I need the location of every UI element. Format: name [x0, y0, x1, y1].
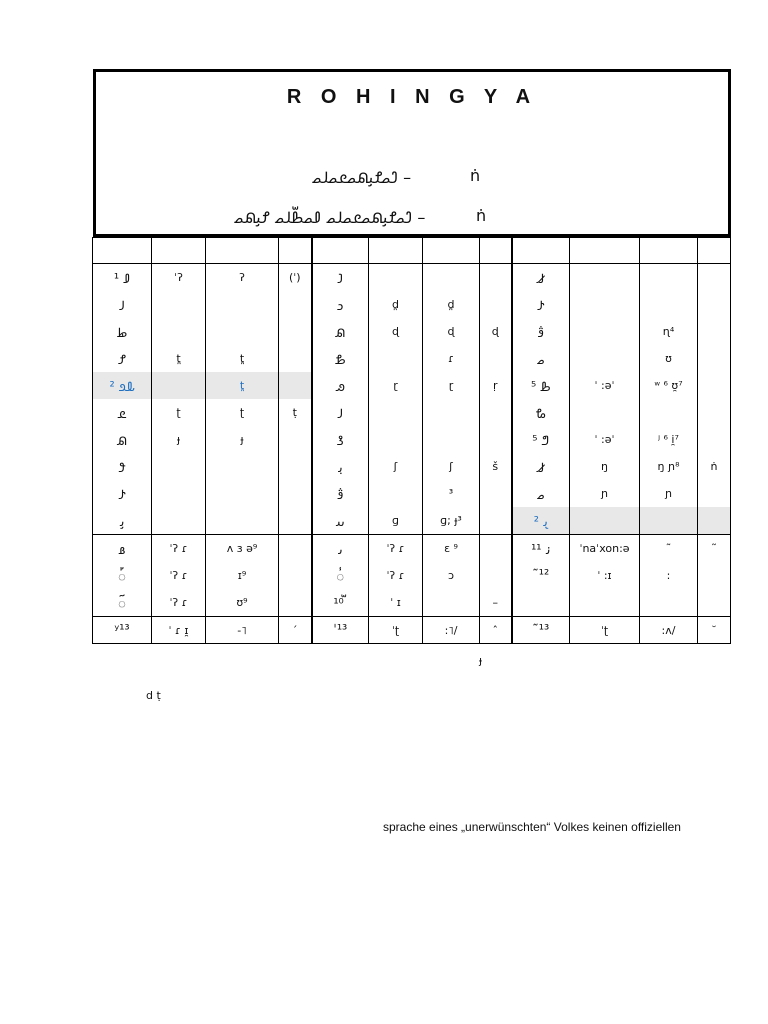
table-cell: ˈʔ ɾ: [152, 589, 206, 617]
table-cell: [698, 480, 731, 507]
table-cell: :ʌ/: [640, 617, 698, 644]
table-cell: ɪ⁹: [206, 562, 279, 589]
table-cell: t̪: [206, 372, 279, 399]
table-cell: ˘: [698, 617, 731, 644]
table-cell: [279, 589, 312, 617]
header-cell: [512, 238, 570, 264]
table-cell: ɽ: [369, 372, 423, 399]
table-cell: ɳ⁴: [640, 318, 698, 345]
table-cell: ʷ ⁶ ʊ̯⁷: [640, 372, 698, 399]
table-cell: ˈ¹³: [312, 617, 369, 644]
table-cell: [279, 507, 312, 535]
table-cell: (ˈ): [279, 264, 312, 292]
table-cell: ṭ: [279, 399, 312, 426]
table-row: [93, 480, 731, 507]
table-cell: ˜: [640, 535, 698, 563]
table-cell: d̪: [423, 291, 480, 318]
table-cell: ʈ: [206, 399, 279, 426]
table-cell: ˈʔ: [152, 264, 206, 292]
table-cell: d̪: [369, 291, 423, 318]
table-cell: ˈ :əˈ: [570, 426, 640, 453]
table-cell: [570, 291, 640, 318]
table-cell: [698, 562, 731, 589]
table-cell: [279, 480, 312, 507]
table-row: [93, 562, 731, 589]
table-cell: t̪: [152, 345, 206, 372]
table-row: [93, 345, 731, 372]
table-row: [93, 589, 731, 617]
table-row: [93, 264, 731, 292]
header-cell: [312, 238, 369, 264]
table-cell: [480, 507, 512, 535]
table-cell: [279, 426, 312, 453]
table-cell: [152, 291, 206, 318]
title-line-1-n-wrap: [470, 166, 480, 185]
table-row: [93, 426, 731, 453]
table-cell: [279, 372, 312, 399]
table-cell: [152, 318, 206, 345]
table-cell: ˈʔ ɾ: [152, 535, 206, 563]
table-cell: ˈʔ ɾ: [369, 535, 423, 563]
table-cell: [423, 399, 480, 426]
table-cell: 𐴘: [93, 453, 152, 480]
table-cell: ʃ: [369, 453, 423, 480]
table-cell: :: [640, 562, 698, 589]
table-cell: ² 𐴎𐴏: [93, 372, 152, 399]
header-cell: [93, 238, 152, 264]
table-cell: ɾ: [423, 345, 480, 372]
table-cell: [480, 562, 512, 589]
table-cell: [698, 264, 731, 292]
table-cell: [570, 345, 640, 372]
header-row: [93, 238, 731, 264]
phoneme-table: [92, 237, 731, 644]
table-cell: ˈ :əˈ: [570, 372, 640, 399]
header-cell: [570, 238, 640, 264]
note-under-table: ɟ: [479, 654, 483, 667]
table-cell: [640, 264, 698, 292]
table-cell: [152, 507, 206, 535]
table-cell: 𐴕: [312, 318, 369, 345]
table-row: [93, 372, 731, 399]
table-cell: 𐴛: [512, 291, 570, 318]
table-cell: 𐴢: [312, 535, 369, 563]
table-cell: :˥/: [423, 617, 480, 644]
table-cell: [480, 535, 512, 563]
table-cell: [480, 345, 512, 372]
table-cell: ʈ: [152, 399, 206, 426]
table-cell: ˆ: [480, 617, 512, 644]
table-cell: [512, 589, 570, 617]
title-line-2-script: 𐴃𐴝𐴌𐴞𐴕𐴝𐴒𐴝𐴓𐴝 𐴀𐴝𐴑𐴧𐴓𐴝 𐴌𐴞𐴕𐴝 –: [234, 208, 426, 227]
table-cell: [206, 291, 279, 318]
header-cell: [369, 238, 423, 264]
table-row: [93, 399, 731, 426]
title-line-1-script: 𐴃𐴝𐴌𐴞𐴕𐴝𐴒𐴝𐴓𐴝 –: [312, 168, 412, 187]
table-cell: [640, 589, 698, 617]
table-cell: ˈʈ: [570, 617, 640, 644]
table-row: [93, 617, 731, 644]
table-cell: ˜: [698, 535, 731, 563]
table-cell: ɖ: [369, 318, 423, 345]
table-cell: ɡ; ɟ³: [423, 507, 480, 535]
table-cell: [206, 480, 279, 507]
table-cell: [698, 426, 731, 453]
table-cell: [206, 453, 279, 480]
table-cell: ¹⁰ 𐴧: [312, 589, 369, 617]
table-cell: 𐴙: [312, 453, 369, 480]
table-cell: 𐴒: [93, 399, 152, 426]
table-cell: 𐴡: [93, 535, 152, 563]
note-left: d ṭ: [146, 689, 161, 702]
table-cell: [698, 372, 731, 399]
table-cell: -˥: [206, 617, 279, 644]
table-cell: [369, 426, 423, 453]
table-cell: ɡ: [369, 507, 423, 535]
table-cell: [152, 453, 206, 480]
table-cell: [570, 589, 640, 617]
table-cell: ˈnaˈxon:ə: [570, 535, 640, 563]
table-cell: ˜¹³: [512, 617, 570, 644]
table-cell: [279, 291, 312, 318]
table-cell: [698, 399, 731, 426]
table-cell: 𐴞: [93, 507, 152, 535]
table-cell: [570, 507, 640, 535]
table-cell: [279, 453, 312, 480]
table-cell: ⁵ 𐴗: [512, 426, 570, 453]
table-cell: [640, 507, 698, 535]
table-cell: [279, 345, 312, 372]
table-cell: [480, 426, 512, 453]
table-cell: š: [480, 453, 512, 480]
table-cell: ɽ: [423, 372, 480, 399]
table-row: [93, 507, 731, 535]
table-cell: 𐴟: [312, 507, 369, 535]
table-cell: [640, 291, 698, 318]
header-cell: [206, 238, 279, 264]
table-cell: ˈʔ ɾ: [152, 562, 206, 589]
table-cell: –: [480, 589, 512, 617]
title-line-2: [234, 206, 425, 228]
table-row: [93, 453, 731, 480]
table-cell: ¹ 𐴀: [93, 264, 152, 292]
table-cell: ˈʈ: [369, 617, 423, 644]
table-cell: ʃ: [423, 453, 480, 480]
title-line-1: [312, 166, 411, 188]
table-cell: ɖ: [480, 318, 512, 345]
table-cell: ˈʔ ɾ: [369, 562, 423, 589]
table-cell: ³: [423, 480, 480, 507]
table-cell: ɟ: [206, 426, 279, 453]
table-cell: 𐴛: [93, 480, 152, 507]
table-cell: 𐴝: [512, 345, 570, 372]
table-cell: ˊ: [279, 617, 312, 644]
table-cell: ˈ ɾ ɪ̯: [152, 617, 206, 644]
table-cell: ṛ: [480, 372, 512, 399]
table-cell: 𐴦: [93, 589, 152, 617]
header-cell: [279, 238, 312, 264]
table-cell: [698, 589, 731, 617]
table-cell: ɲ: [640, 480, 698, 507]
table-cell: ʌ ɜ ə⁹: [206, 535, 279, 563]
table-cell: 𐴜: [312, 480, 369, 507]
table-cell: ˜¹²: [512, 562, 570, 589]
title-box: [93, 69, 731, 237]
header-cell: [698, 238, 731, 264]
table-cell: 𐴋: [93, 318, 152, 345]
table-cell: 𐴕: [93, 426, 152, 453]
title-line-2-n: ṅ: [476, 206, 487, 225]
table-cell: [423, 264, 480, 292]
table-cell: ¹¹ 𐴣: [512, 535, 570, 563]
table-cell: ṅ: [698, 453, 731, 480]
table-cell: ɖ: [423, 318, 480, 345]
table-cell: ʸ¹³: [93, 617, 152, 644]
table-cell: ɔ: [423, 562, 480, 589]
title-line-2-n-wrap: [476, 206, 486, 225]
table-cell: ⁵ 𐴑: [512, 372, 570, 399]
table-cell: [369, 264, 423, 292]
table-cell: [480, 399, 512, 426]
table-cell: 𐴍: [312, 345, 369, 372]
table-cell: 𐴜: [512, 318, 570, 345]
table-cell: ɛ ⁹: [423, 535, 480, 563]
table-cell: ɲ: [570, 480, 640, 507]
header-cell: [423, 238, 480, 264]
table-cell: 𐴝: [512, 480, 570, 507]
table-row: [93, 291, 731, 318]
table-cell: [206, 507, 279, 535]
table-cell: [423, 426, 480, 453]
header-cell: [480, 238, 512, 264]
header-cell: [640, 238, 698, 264]
table-cell: [279, 318, 312, 345]
table-cell: [152, 480, 206, 507]
table-cell: 𐴖: [312, 426, 369, 453]
table-cell: [570, 264, 640, 292]
table-cell: ŋ: [570, 453, 640, 480]
table-cell: [698, 507, 731, 535]
table-cell: [480, 264, 512, 292]
table-cell: 𐴔: [512, 399, 570, 426]
table-cell: ʊ: [640, 345, 698, 372]
table-cell: [152, 372, 206, 399]
table-cell: ˈ :ɪ: [570, 562, 640, 589]
table-cell: 𐴊: [312, 291, 369, 318]
table-cell: [698, 318, 731, 345]
table-cell: [423, 589, 480, 617]
table-row: [93, 318, 731, 345]
table-cell: ʲ ⁶ i̯⁷: [640, 426, 698, 453]
table-cell: 𐴌: [93, 345, 152, 372]
table-cell: [570, 318, 640, 345]
table-cell: [570, 399, 640, 426]
page-title: R O H I N G Y A: [286, 86, 538, 108]
table-cell: t̪: [206, 345, 279, 372]
table-cell: [369, 345, 423, 372]
table-cell: ʔ: [206, 264, 279, 292]
table-cell: [369, 480, 423, 507]
table-cell: ˈ ɪ: [369, 589, 423, 617]
table-cell: [698, 345, 731, 372]
table-cell: [480, 480, 512, 507]
table-cell: [369, 399, 423, 426]
title-line-1-n: ṅ: [470, 166, 481, 185]
table-cell: [480, 291, 512, 318]
table-cell: [279, 535, 312, 563]
table-cell: ² 𐴠: [512, 507, 570, 535]
table-cell: [206, 318, 279, 345]
table-cell: [640, 399, 698, 426]
table-cell: ɟ: [152, 426, 206, 453]
table-cell: 𐴁: [312, 264, 369, 292]
header-cell: [152, 238, 206, 264]
table-cell: [698, 291, 731, 318]
table-cell: 𐴓: [93, 291, 152, 318]
table-cell: 𐴤: [93, 562, 152, 589]
table-cell: [279, 562, 312, 589]
footer-text: sprache eines „unerwünschten“ Volkes keinen offiziellen: [383, 820, 681, 834]
table-cell: ŋ ɲ⁸: [640, 453, 698, 480]
table-cell: 𐴥: [312, 562, 369, 589]
table-cell: 𐴚: [512, 453, 570, 480]
table-cell: 𐴐: [312, 372, 369, 399]
table-cell: ʊ⁹: [206, 589, 279, 617]
table-cell: 𐴓: [312, 399, 369, 426]
table-cell: 𐴚: [512, 264, 570, 292]
table-row: [93, 535, 731, 563]
